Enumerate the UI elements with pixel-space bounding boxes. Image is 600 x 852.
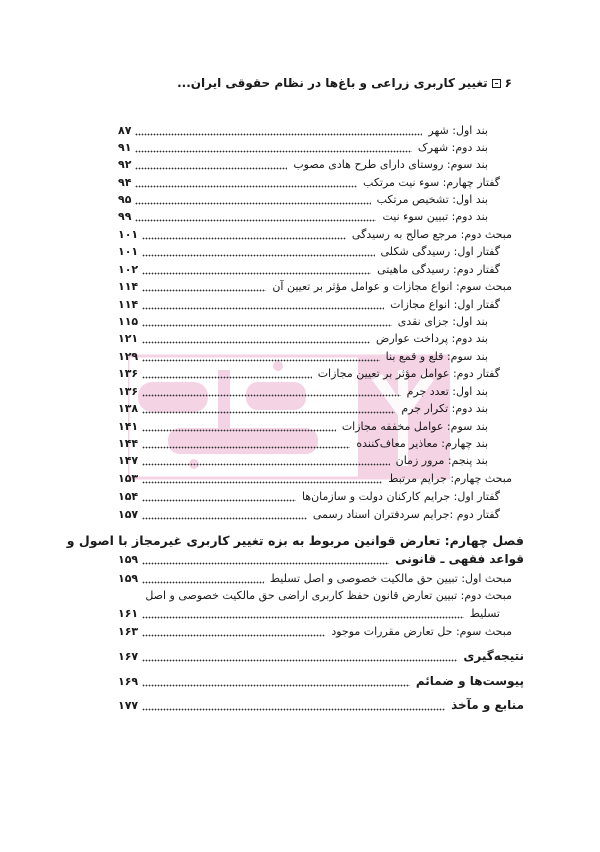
dot-leader bbox=[135, 174, 357, 191]
toc-entry-page: ۸۷ bbox=[118, 124, 132, 137]
toc-entry-page: ۱۱۴ bbox=[118, 280, 139, 293]
toc-entry-page: ۱۵۷ bbox=[118, 508, 139, 521]
dot-leader bbox=[135, 191, 370, 208]
page-number: ۶ bbox=[504, 76, 512, 90]
toc-entry[interactable] bbox=[118, 697, 524, 714]
dot-leader bbox=[142, 648, 457, 665]
toc-entry[interactable] bbox=[118, 470, 512, 487]
toc-entry-page: ۱۷۷ bbox=[118, 699, 139, 712]
toc-entry-label: گفتار دوم: رسیدگی ماهیتی bbox=[377, 263, 500, 276]
dot-leader bbox=[142, 278, 266, 295]
toc-entry[interactable] bbox=[118, 452, 488, 469]
toc-entry-label: گفتار دوم :جرایم سردفتران اسناد رسمی bbox=[312, 508, 500, 521]
toc-entry[interactable] bbox=[118, 418, 488, 435]
toc-entry-page: ۱۰۱ bbox=[118, 245, 139, 258]
toc-entry-label: گفتار دوم: عوامل مؤثر بر تعیین مجازات bbox=[317, 367, 500, 380]
toc-entry-label: بند چهارم: معاذیر معاف‌کننده bbox=[356, 437, 488, 450]
toc-entry[interactable] bbox=[118, 261, 500, 278]
chapter-heading-line-2[interactable] bbox=[118, 551, 524, 568]
toc-entry-page: ۱۶۱ bbox=[118, 607, 139, 620]
toc-entry-label: بند سوم: قلع و قمع بنا bbox=[385, 350, 488, 363]
toc-entry-page: ۱۲۹ bbox=[118, 350, 139, 363]
dot-leader bbox=[142, 697, 445, 714]
dot-leader bbox=[142, 488, 296, 505]
toc-entry[interactable] bbox=[118, 605, 500, 622]
dot-leader bbox=[142, 296, 384, 313]
toc-entry-label-line-1: مبحث دوم: تبیین تعارض قانون حفظ کاربری اراضی حق مالکیت خصوصی و اصل bbox=[145, 589, 512, 602]
toc-entry-label: گفتار اول: جرایم کارکنان دولت و سازمان‌ها bbox=[301, 490, 500, 503]
running-title: تغییر کاربری زراعی و باغ‌ها در نظام حقوقی ایران... bbox=[177, 76, 488, 90]
toc-entry-page: ۱۶۹ bbox=[118, 675, 139, 688]
toc-entry-page: ۹۹ bbox=[118, 210, 132, 223]
toc-entry[interactable] bbox=[118, 139, 488, 156]
dot-leader bbox=[142, 452, 389, 469]
toc-entry[interactable] bbox=[118, 365, 500, 382]
dot-leader bbox=[142, 470, 382, 487]
toc-entry[interactable] bbox=[118, 243, 500, 260]
dot-leader bbox=[142, 435, 350, 452]
toc-entry-page: ۱۳۶ bbox=[118, 367, 139, 380]
dot-leader bbox=[142, 570, 264, 587]
toc-entry[interactable] bbox=[118, 648, 524, 665]
toc-entry-page: ۹۴ bbox=[118, 176, 132, 189]
toc-entry-page: ۱۵۹ bbox=[118, 572, 139, 585]
toc-entry[interactable] bbox=[118, 174, 500, 191]
toc-entry[interactable] bbox=[118, 191, 488, 208]
toc-entry-page: ۱۴۷ bbox=[118, 454, 139, 467]
toc-entry-label: مبحث سوم: حل تعارض مقررات موجود bbox=[331, 625, 512, 638]
toc-entry[interactable] bbox=[118, 278, 512, 295]
dot-leader bbox=[135, 122, 422, 139]
toc-entry[interactable] bbox=[118, 122, 488, 139]
toc-entry-page: ۱۰۲ bbox=[118, 263, 139, 276]
toc-entry[interactable] bbox=[118, 400, 488, 417]
toc-entry[interactable] bbox=[118, 506, 500, 523]
toc-entry-label: بند اول: شهر bbox=[428, 124, 488, 137]
toc-entry-page: ۹۲ bbox=[118, 158, 132, 171]
dot-leader bbox=[142, 623, 325, 640]
toc-entry[interactable] bbox=[118, 296, 500, 313]
toc-entry-label: پیوست‌ها و ضمائم bbox=[415, 674, 524, 688]
toc-entry-label: گفتار اول: انواع مجازات bbox=[390, 298, 500, 311]
toc-entry-page: ۱۱۴ bbox=[118, 298, 139, 311]
toc-entry-label: بند دوم: تبیین سوء نیت bbox=[382, 210, 488, 223]
toc-entry-label: بند دوم: شهرک bbox=[417, 141, 488, 154]
toc-entry-label: بند اول: تعدد جرم bbox=[406, 385, 488, 398]
toc-entry-page: ۱۳۸ bbox=[118, 402, 139, 415]
chapter-heading-line-1: فصل چهارم: تعارض قوانین مربوط به بزه تغییر کاربری غیرمجاز با اصول و bbox=[66, 533, 524, 548]
dot-leader bbox=[142, 605, 464, 622]
toc-entry[interactable] bbox=[118, 623, 512, 640]
toc-entry-label: مبحث چهارم: جرایم مرتبط bbox=[388, 472, 512, 485]
dot-leader bbox=[142, 330, 370, 347]
toc-entry-label: بند سوم: عوامل مخففه مجازات bbox=[341, 420, 488, 433]
toc-entry-page: ۱۵۳ bbox=[118, 472, 139, 485]
toc-entry-label: بند پنجم: مرور زمان bbox=[395, 454, 488, 467]
toc-entry-page: ۱۲۱ bbox=[118, 332, 139, 345]
toc-entry-label: بند اول: تشخیص مرتکب bbox=[376, 193, 488, 206]
dot-leader bbox=[135, 139, 411, 156]
toc-entry[interactable] bbox=[118, 330, 488, 347]
toc-entry[interactable] bbox=[118, 156, 488, 173]
toc-entry-label: مبحث اول: تبیین حق مالکیت خصوصی و اصل تسلیط bbox=[269, 572, 512, 585]
toc-entry[interactable] bbox=[118, 488, 500, 505]
toc-entry-label: نتیجه‌گیری bbox=[463, 649, 524, 663]
toc-entry-label: قواعد فقهی ـ قانونی bbox=[395, 552, 524, 566]
dot-leader bbox=[142, 551, 389, 568]
toc-entry-label: تسلیط bbox=[469, 607, 500, 620]
toc-entry-page: ۱۴۴ bbox=[118, 437, 139, 450]
toc-entry-label: بند دوم: تکرار جرم bbox=[401, 402, 488, 415]
dot-leader bbox=[142, 365, 312, 382]
toc-entry[interactable] bbox=[118, 673, 524, 690]
toc-entry-label: گفتار اول: رسیدگی شکلی bbox=[380, 245, 500, 258]
toc-entry-page: ۹۵ bbox=[118, 193, 132, 206]
toc-entry[interactable] bbox=[118, 348, 488, 365]
toc-entry-page: ۱۳۶ bbox=[118, 385, 139, 398]
toc-entry-page: ۱۴۱ bbox=[118, 420, 139, 433]
toc-entry-page: ۱۶۷ bbox=[118, 650, 139, 663]
toc-entry-page: ۱۰۱ bbox=[118, 228, 139, 241]
toc-entry-label: بند سوم: روستای دارای طرح هادی مصوب bbox=[293, 158, 488, 171]
toc-entry-label: منابع و مآخذ bbox=[451, 698, 524, 712]
dot-leader bbox=[142, 383, 400, 400]
dot-leader bbox=[142, 226, 346, 243]
toc-entry[interactable] bbox=[118, 383, 488, 400]
toc-entry[interactable] bbox=[118, 435, 488, 452]
dot-leader bbox=[142, 313, 392, 330]
dot-leader bbox=[142, 673, 410, 690]
toc-entry-label: گفتار چهارم: سوء نیت مرتکب bbox=[363, 176, 500, 189]
toc-entry-label: بند دوم: پرداخت عوارض bbox=[376, 332, 488, 345]
dot-leader bbox=[142, 261, 371, 278]
dot-leader bbox=[142, 506, 307, 523]
toc-entry-label: مبحث سوم: انواع مجازات و عوامل مؤثر بر تعیین آن bbox=[272, 280, 512, 293]
toc-entry[interactable] bbox=[118, 570, 512, 587]
dot-leader bbox=[142, 348, 380, 365]
dot-leader bbox=[142, 400, 395, 417]
toc-entry-page: ۱۶۳ bbox=[118, 625, 139, 638]
toc-entry-page: ۹۱ bbox=[118, 141, 132, 154]
toc-entry-page: ۱۵۴ bbox=[118, 490, 139, 503]
toc-entry-label: مبحث دوم: مرجع صالح به رسیدگی bbox=[351, 228, 512, 241]
toc-entry-page: ۱۱۵ bbox=[118, 315, 139, 328]
toc-entry[interactable] bbox=[118, 208, 488, 225]
dot-leader bbox=[142, 418, 336, 435]
dot-leader bbox=[135, 156, 287, 173]
toc-entry-page: ۱۵۹ bbox=[118, 553, 139, 566]
toc-entry[interactable] bbox=[118, 226, 512, 243]
dot-leader bbox=[135, 208, 376, 225]
dot-leader bbox=[142, 243, 374, 260]
toc-entry[interactable] bbox=[118, 313, 488, 330]
toc-entry-label: بند اول: جزای نقدی bbox=[397, 315, 488, 328]
